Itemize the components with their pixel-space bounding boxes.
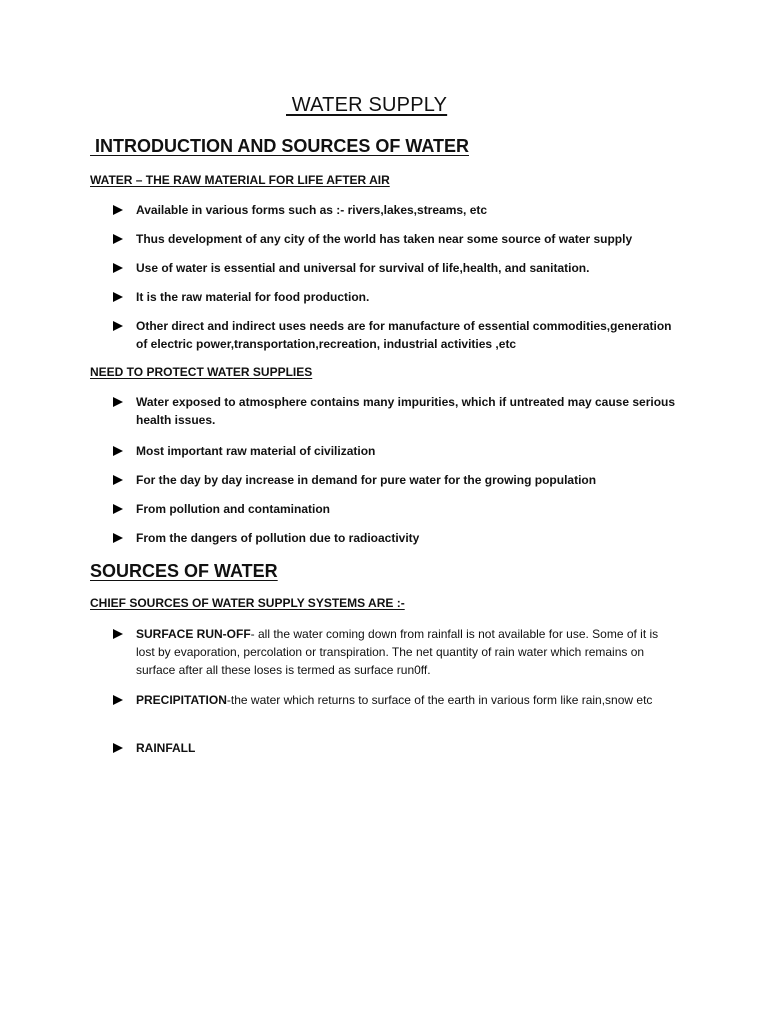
bullet-arrow-icon [113, 504, 123, 514]
subheading-protect-water: NEED TO PROTECT WATER SUPPLIES [90, 365, 313, 379]
list-item-text: Other direct and indirect uses needs are for manufacture of essential commodities,generation of electric power,transportation,recreation, industrial activities ,etc [136, 319, 672, 351]
list-item-body: - all the water coming down from rainfall is not available for use. Some of it is lost by evaporation, percolation or transpiration. The net quantity of rain water which remains on surface after all these loses is termed as surface run0ff. [136, 627, 659, 677]
bullet-arrow-icon [113, 292, 123, 302]
bullet-arrow-icon [113, 263, 123, 273]
list-item [113, 317, 678, 353]
list-item [113, 529, 678, 547]
list-item [113, 393, 678, 429]
list-item [113, 230, 678, 248]
list-item-text: Thus development of any city of the world has taken near some source of water supply [136, 232, 633, 246]
list-item-lead: SURFACE RUN-OFF [136, 627, 251, 641]
list-item-lead: RAINFALL [136, 741, 196, 755]
list-item-text: It is the raw material for food production. [136, 290, 370, 304]
subheading-chief-sources: CHIEF SOURCES OF WATER SUPPLY SYSTEMS ARE :- [90, 596, 405, 610]
bullet-arrow-icon [113, 234, 123, 244]
list-item [113, 625, 678, 679]
list-item-body: -the water which returns to surface of the earth in various form like rain,snow etc [226, 693, 653, 707]
list-item [113, 471, 678, 489]
page-title: WATER SUPPLY [286, 94, 448, 116]
list-item-lead: PRECIPITATION [136, 693, 227, 707]
list-item [113, 442, 678, 460]
list-item [113, 259, 678, 277]
bullet-arrow-icon [113, 397, 123, 407]
list-item [113, 500, 678, 518]
list-item-text [136, 739, 678, 757]
list-item-text: Most important raw material of civilization [136, 444, 376, 458]
list-item-text: For the day by day increase in demand for pure water for the growing population [136, 473, 597, 487]
list-item-text [136, 691, 678, 709]
list-item-text: From pollution and contamination [136, 502, 330, 516]
section-heading-introduction: INTRODUCTION AND SOURCES OF WATER [90, 136, 469, 156]
bullet-arrow-icon [113, 446, 123, 456]
list-item-text: Use of water is essential and universal for survival of life,health, and sanitation. [136, 261, 590, 275]
list-item [113, 201, 678, 219]
bullet-arrow-icon [113, 321, 123, 331]
section-heading-sources: SOURCES OF WATER [90, 561, 278, 581]
list-item-text [136, 625, 678, 679]
list-item [113, 739, 678, 757]
bullet-arrow-icon [113, 475, 123, 485]
bullet-arrow-icon [113, 695, 123, 705]
bullet-arrow-icon [113, 743, 123, 753]
subheading-raw-material: WATER – THE RAW MATERIAL FOR LIFE AFTER AIR [90, 173, 390, 187]
list-item-text: Water exposed to atmosphere contains many impurities, which if untreated may cause serious health issues. [136, 395, 676, 427]
list-item-text: Available in various forms such as :- rivers,lakes,streams, etc [136, 203, 488, 217]
list-item-text: From the dangers of pollution due to radioactivity [136, 531, 420, 545]
list-item [113, 691, 678, 709]
bullet-arrow-icon [113, 205, 123, 215]
bullet-arrow-icon [113, 533, 123, 543]
list-item [113, 288, 678, 306]
bullet-arrow-icon [113, 629, 123, 639]
